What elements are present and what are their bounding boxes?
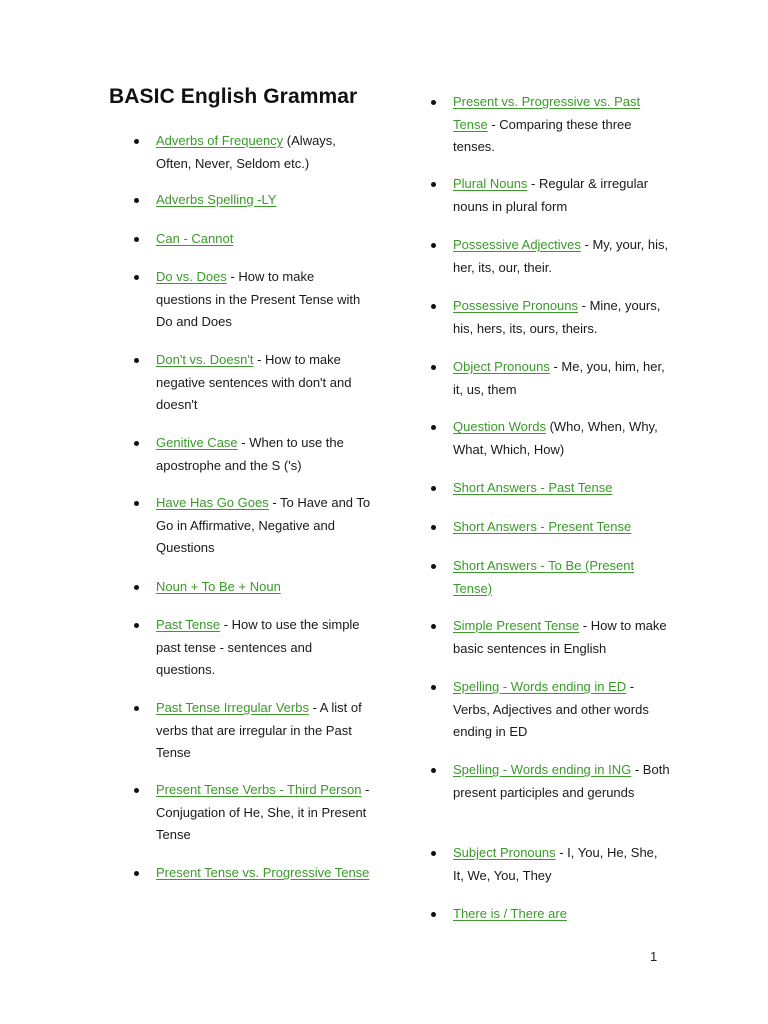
list-item <box>133 349 373 417</box>
topic-description: - Regular & irregular nouns in plural form <box>453 176 649 214</box>
list-item <box>430 477 670 500</box>
bullet-icon <box>431 243 436 248</box>
bullet-icon <box>134 623 139 628</box>
list-item <box>430 615 670 660</box>
topic-description: (Always, Often, Never, Seldom etc.) <box>156 133 336 171</box>
bullet-icon <box>134 275 139 280</box>
topic-link[interactable]: Can - Cannot <box>156 231 234 246</box>
bullet-icon <box>431 486 436 491</box>
topic-description: - A list of verbs that are irregular in the Past Tense <box>156 700 362 760</box>
page-title: BASIC English Grammar <box>109 85 358 108</box>
list-item <box>133 432 373 477</box>
topic-link[interactable]: Present Tense vs. Progressive Tense <box>156 865 370 880</box>
bullet-icon <box>134 139 139 144</box>
topic-link[interactable]: Genitive Case <box>156 435 238 450</box>
bullet-icon <box>431 425 436 430</box>
list-item <box>133 779 373 847</box>
topic-link[interactable]: Adverbs Spelling -LY <box>156 192 277 207</box>
topic-description: - Mine, yours, his, hers, its, ours, theirs. <box>453 298 661 336</box>
topic-link[interactable]: Spelling - Words ending in ED <box>453 679 627 694</box>
topic-description: - To Have and To Go in Affirmative, Negative and Questions <box>156 495 371 555</box>
bullet-icon <box>134 441 139 446</box>
list-item <box>133 862 373 885</box>
bullet-icon <box>431 365 436 370</box>
topic-link[interactable]: Short Answers - Present Tense <box>453 519 632 534</box>
topic-description: - Verbs, Adjectives and other words ending in ED <box>453 679 649 739</box>
bullet-icon <box>134 237 139 242</box>
list-item <box>430 234 670 279</box>
topic-description: - How to make negative sentences with don't and doesn't <box>156 352 352 412</box>
topic-description: - How to make basic sentences in English <box>453 618 667 656</box>
topic-description: - When to use the apostrophe and the S ('s) <box>156 435 344 473</box>
list-item <box>430 295 670 340</box>
bullet-icon <box>431 685 436 690</box>
list-item <box>430 555 670 600</box>
bullet-icon <box>431 564 436 569</box>
bullet-icon <box>431 100 436 105</box>
bullet-icon <box>134 501 139 506</box>
list-item <box>430 356 670 401</box>
topic-link[interactable]: Question Words <box>453 419 546 434</box>
topic-description: - How to use the simple past tense - sentences and questions. <box>156 617 360 677</box>
topic-link[interactable]: Don't vs. Doesn't <box>156 352 254 367</box>
topic-link[interactable]: Simple Present Tense <box>453 618 580 633</box>
topic-link[interactable]: Past Tense Irregular Verbs <box>156 700 309 715</box>
bullet-icon <box>431 768 436 773</box>
topic-link[interactable]: Plural Nouns <box>453 176 528 191</box>
bullet-icon <box>431 182 436 187</box>
list-item <box>133 266 373 334</box>
topic-link[interactable]: Noun + To Be + Noun <box>156 579 281 594</box>
topic-link[interactable]: Present Tense Verbs - Third Person <box>156 782 362 797</box>
list-item <box>430 842 670 887</box>
page-number: 1 <box>650 949 658 964</box>
topic-description: - My, your, his, her, its, our, their. <box>453 237 669 275</box>
topic-link[interactable]: Subject Pronouns <box>453 845 556 860</box>
topic-description: (Who, When, Why, What, Which, How) <box>453 419 658 457</box>
bullet-icon <box>134 788 139 793</box>
list-item <box>430 903 670 926</box>
list-item <box>430 91 670 159</box>
topic-description: - Conjugation of He, She, it in Present Tense <box>156 782 370 842</box>
list-item <box>133 492 373 560</box>
bullet-icon <box>134 358 139 363</box>
list-item <box>133 697 373 765</box>
topic-link[interactable]: Possessive Adjectives <box>453 237 581 252</box>
bullet-icon <box>431 912 436 917</box>
bullet-icon <box>431 624 436 629</box>
list-item <box>133 228 373 251</box>
list-item <box>430 173 670 218</box>
topic-link[interactable]: Short Answers - Past Tense <box>453 480 613 495</box>
list-item <box>430 759 670 804</box>
topic-description: - How to make questions in the Present Tense with Do and Does <box>156 269 361 329</box>
topic-link[interactable]: Do vs. Does <box>156 269 227 284</box>
bullet-icon <box>134 706 139 711</box>
list-item <box>133 614 373 682</box>
bullet-icon <box>134 871 139 876</box>
list-item <box>430 416 670 461</box>
topic-link[interactable]: Possessive Pronouns <box>453 298 579 313</box>
topic-description: - Both present participles and gerunds <box>453 762 670 800</box>
topic-link[interactable]: There is / There are <box>453 906 567 921</box>
bullet-icon <box>134 585 139 590</box>
topic-link[interactable]: Object Pronouns <box>453 359 550 374</box>
bullet-icon <box>134 198 139 203</box>
topic-link[interactable]: Present vs. Progressive vs. Past Tense <box>453 94 641 132</box>
topic-description: - Comparing these three tenses. <box>453 116 632 154</box>
topic-link[interactable]: Have Has Go Goes <box>156 495 269 510</box>
bullet-icon <box>431 851 436 856</box>
list-item <box>430 516 670 539</box>
topic-description: - I, You, He, She, It, We, You, They <box>453 845 658 883</box>
topic-description: - Me, you, him, her, it, us, them <box>453 359 665 397</box>
topic-link[interactable]: Adverbs of Frequency <box>156 133 284 148</box>
list-item <box>133 576 373 599</box>
topic-link[interactable]: Short Answers - To Be (Present Tense) <box>453 558 635 596</box>
list-item <box>133 130 373 175</box>
bullet-icon <box>431 525 436 530</box>
topic-link[interactable]: Past Tense <box>156 617 221 632</box>
bullet-icon <box>431 304 436 309</box>
list-item <box>133 189 373 212</box>
topic-link[interactable]: Spelling - Words ending in ING <box>453 762 632 777</box>
list-item <box>430 676 670 744</box>
